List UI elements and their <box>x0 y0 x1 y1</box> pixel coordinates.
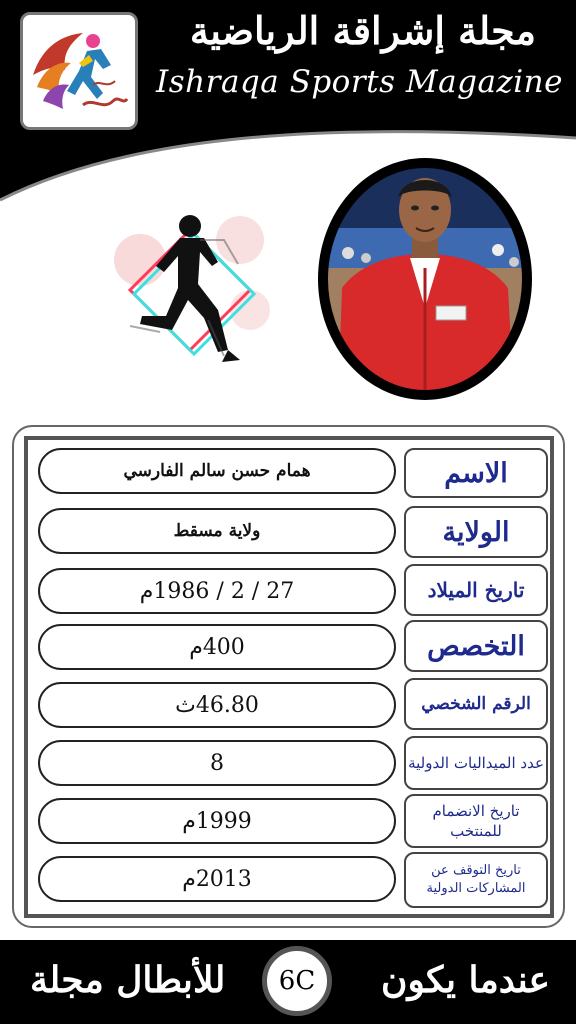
specialty-value: 400م <box>38 624 396 670</box>
row-state <box>38 506 550 558</box>
state-label: الولاية <box>404 506 548 558</box>
birthdate-label: تاريخ الميلاد <box>404 564 548 616</box>
row-retire-date <box>38 852 550 908</box>
personal-record-value: 46.80ث <box>38 682 396 728</box>
row-personal-record <box>38 678 550 730</box>
magazine-logo <box>20 12 138 130</box>
footer-divider <box>0 936 576 940</box>
name-label: الاسم <box>404 448 548 498</box>
athlete-photo <box>318 158 532 400</box>
personal-record-label: الرقم الشخصي <box>404 678 548 730</box>
row-name <box>38 448 550 500</box>
state-value: ولاية مسقط <box>38 508 396 554</box>
magazine-title-english: Ishraqa Sports Magazine <box>156 64 563 100</box>
row-medals <box>38 736 550 790</box>
birthdate-value: 27 / 2 / 1986م <box>38 568 396 614</box>
row-join-date <box>38 794 550 848</box>
medals-label: عدد الميداليات الدولية <box>404 736 548 790</box>
row-specialty <box>38 620 550 672</box>
join-date-value: 1999م <box>38 798 396 844</box>
footer-badge: 6C <box>262 946 332 1016</box>
runner-illustration <box>100 200 280 400</box>
medals-value: 8 <box>38 740 396 786</box>
row-birthdate <box>38 564 550 616</box>
magazine-title-arabic: مجلة إشراقة الرياضية <box>189 8 536 53</box>
footer-slogan-right: عندما يكون <box>381 959 550 1001</box>
name-value: همام حسن سالم الفارسي <box>38 448 396 494</box>
footer-slogan-left: للأبطال مجلة <box>30 959 226 1001</box>
join-date-label: تاريخ الانضمام للمنتخب <box>404 794 548 848</box>
retire-date-label: تاريخ التوقف عن المشاركات الدولية <box>404 852 548 908</box>
specialty-label: التخصص <box>404 620 548 672</box>
retire-date-value: 2013م <box>38 856 396 902</box>
